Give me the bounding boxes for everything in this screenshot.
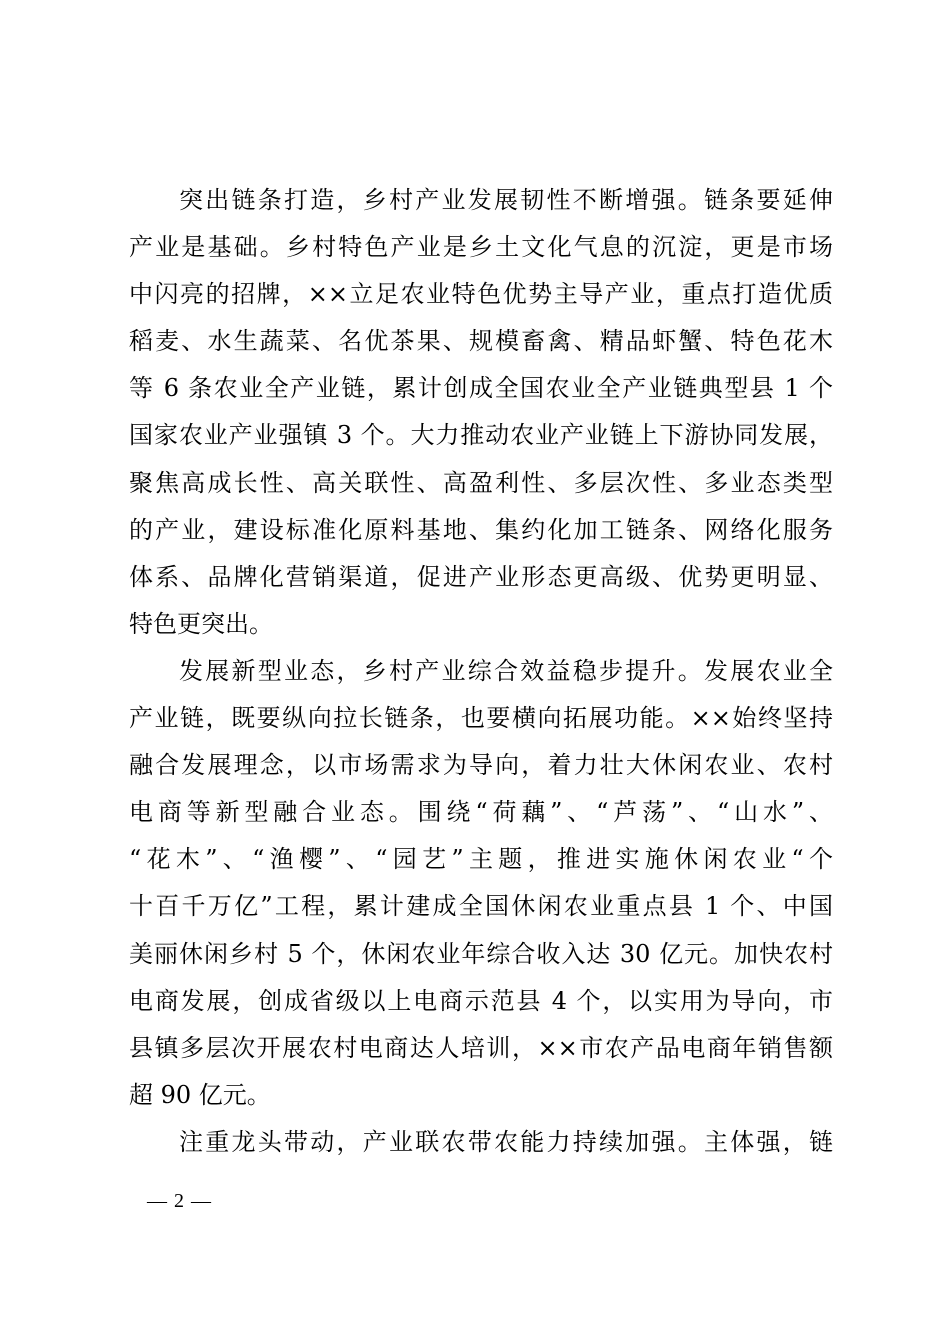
text-line: 电商发展，创成省级以上电商示范县 4 个，以实用为导向，市 <box>129 986 833 1015</box>
paragraph-leading-enterprises <box>129 1119 833 1166</box>
text-line: 等 6 条农业全产业链，累计创成全国农业全产业链典型县 1 个 <box>129 374 833 403</box>
document-body <box>129 177 833 1166</box>
page-number: — 2 — <box>147 1190 212 1212</box>
text-line: 中闪亮的招牌，××立足农业特色优势主导产业，重点打造优质 <box>129 280 833 309</box>
text-line: “花木”、“渔樱”、“园艺”主题，推进实施休闲农业“个 <box>129 845 833 874</box>
text-line: 美丽休闲乡村 5 个，休闲农业年综合收入达 30 亿元。加快农村 <box>129 939 833 968</box>
paragraph-new-formats <box>129 648 833 1119</box>
text-line: 产业链，既要纵向拉长链条，也要横向拓展功能。××始终坚持 <box>129 704 833 733</box>
paragraph-chain-building <box>129 177 833 648</box>
text-line: 国家农业产业强镇 3 个。大力推动农业产业链上下游协同发展， <box>129 421 833 450</box>
text-line: 聚焦高成长性、高关联性、高盈利性、多层次性、多业态类型 <box>129 468 833 497</box>
text-line: 注重龙头带动，产业联农带农能力持续加强。主体强，链 <box>179 1127 833 1156</box>
text-line: 融合发展理念，以市场需求为导向，着力壮大休闲农业、农村 <box>129 751 833 780</box>
text-line: 稻麦、水生蔬菜、名优茶果、规模畜禽、精品虾蟹、特色花木 <box>129 327 833 356</box>
text-line: 特色更突出。 <box>129 609 273 638</box>
text-line: 发展新型业态，乡村产业综合效益稳步提升。发展农业全 <box>179 656 833 685</box>
text-line: 体系、品牌化营销渠道，促进产业形态更高级、优势更明显、 <box>129 562 833 591</box>
text-line: 的产业，建设标准化原料基地、集约化加工链条、网络化服务 <box>129 515 833 544</box>
text-line: 电商等新型融合业态。围绕“荷藕”、“芦荡”、“山水”、 <box>129 798 833 827</box>
text-line: 十百千万亿”工程，累计建成全国休闲农业重点县 1 个、中国 <box>129 892 833 921</box>
text-line: 产业是基础。乡村特色产业是乡土文化气息的沉淀，更是市场 <box>129 233 833 262</box>
text-line: 县镇多层次开展农村电商达人培训，××市农产品电商年销售额 <box>129 1033 833 1062</box>
text-line: 突出链条打造，乡村产业发展韧性不断增强。链条要延伸 <box>179 186 833 214</box>
text-line: 超 90 亿元。 <box>129 1080 271 1109</box>
